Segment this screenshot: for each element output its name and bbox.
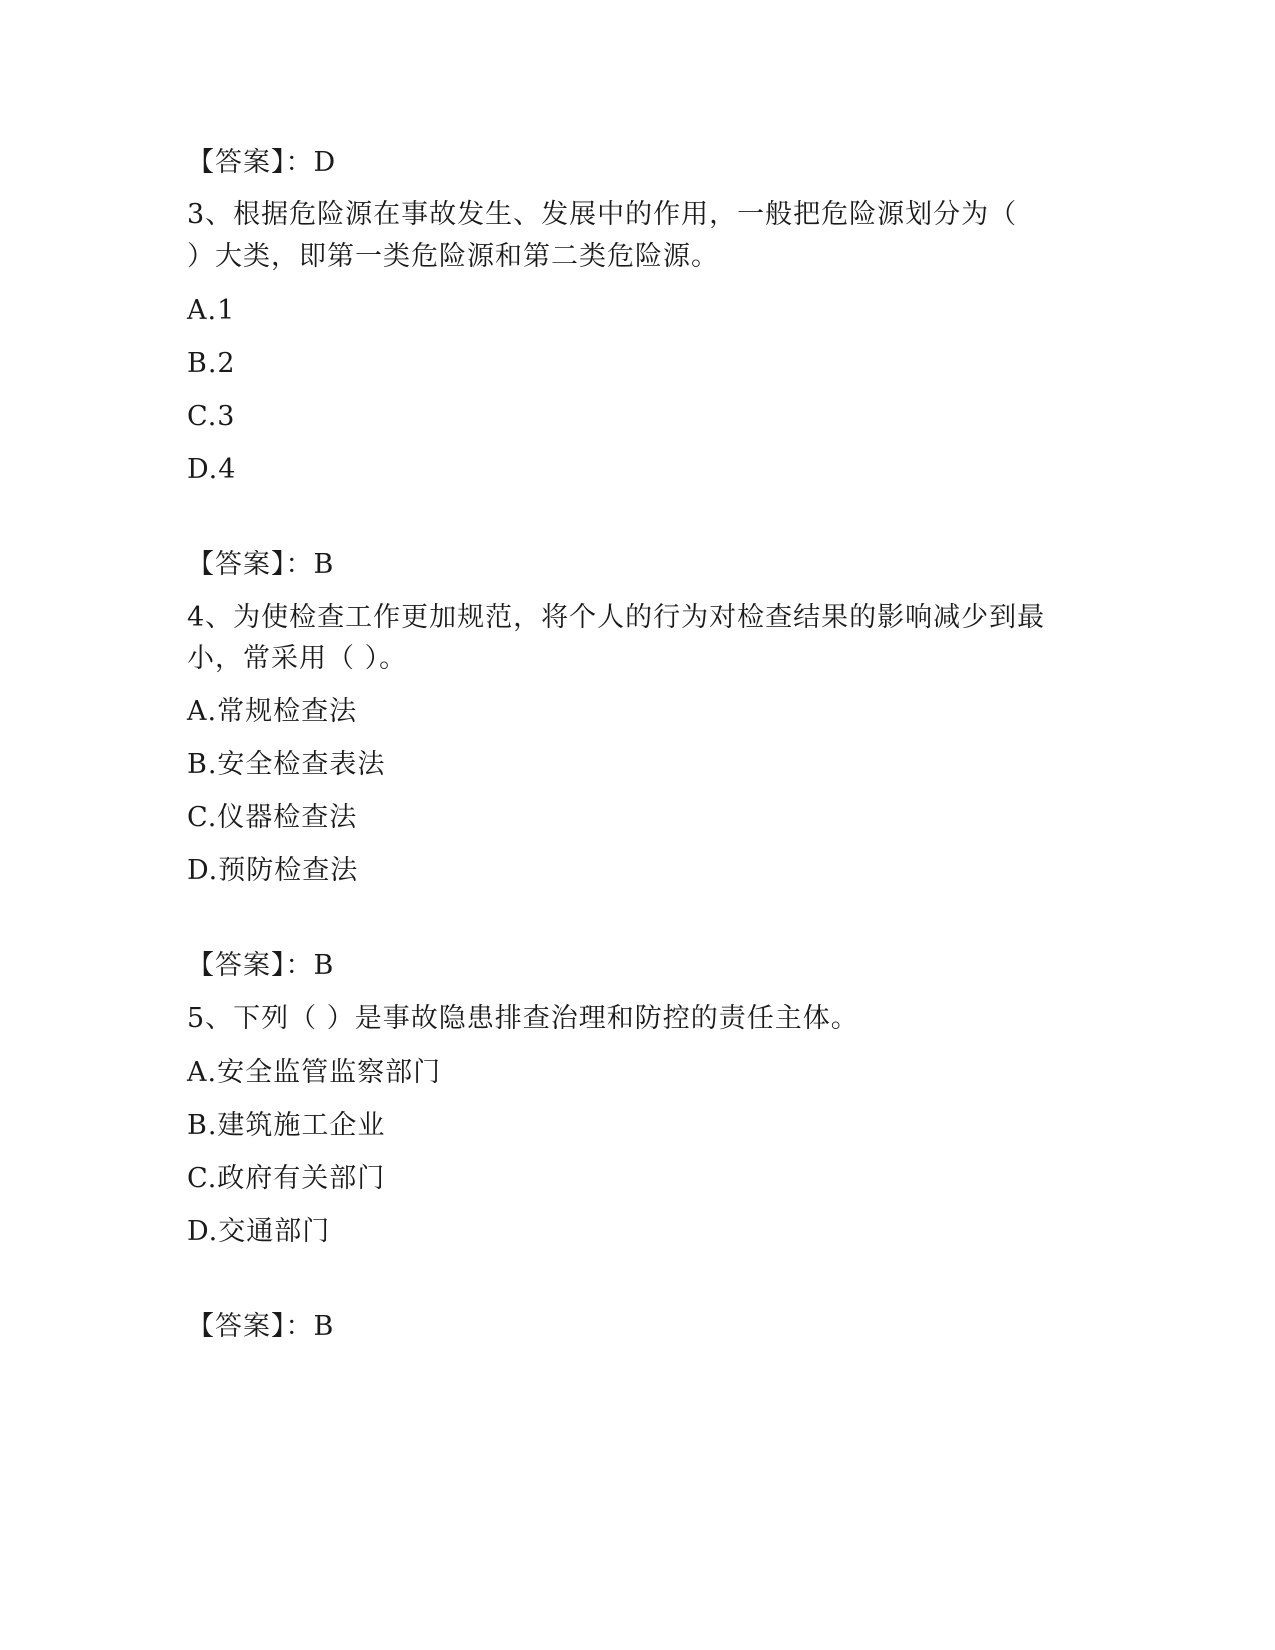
question-5-option-c: C.政府有关部门 <box>187 1163 386 1194</box>
question-3-option-d: D.4 <box>187 454 237 485</box>
question-4-stem-line2: 小，常采用（ ）。 <box>187 643 408 674</box>
question-5-option-b: B.建筑施工企业 <box>187 1110 386 1141</box>
question-3-answer: 【答案】：B <box>187 549 335 580</box>
question-4-answer: 【答案】：B <box>187 950 335 981</box>
question-4-option-c: C.仪器检查法 <box>187 802 358 833</box>
question-5-answer: 【答案】：B <box>187 1311 335 1342</box>
question-3-option-a: A.1 <box>187 295 236 326</box>
question-4-option-a: A.常规检查法 <box>187 696 358 727</box>
question-5-option-a: A.安全监管监察部门 <box>187 1057 442 1088</box>
question-4-option-b: B.安全检查表法 <box>187 749 386 780</box>
question-3-stem-line2: ）大类，即第一类危险源和第二类危险源。 <box>187 241 719 272</box>
question-5-option-d: D.交通部门 <box>187 1216 331 1247</box>
question-3-option-c: C.3 <box>187 401 236 432</box>
answer-line: 【答案】：D <box>187 147 337 178</box>
question-5-stem-line1: 5、下列（ ）是事故隐患排查治理和防控的责任主体。 <box>187 1003 859 1034</box>
question-4-option-d: D.预防检查法 <box>187 855 359 886</box>
question-3-stem-line1: 3、根据危险源在事故发生、发展中的作用，一般把危险源划分为（ <box>187 199 1018 230</box>
question-4-stem-line1: 4、为使检查工作更加规范，将个人的行为对检查结果的影响减少到最 <box>187 602 1046 633</box>
question-3-option-b: B.2 <box>187 348 236 379</box>
